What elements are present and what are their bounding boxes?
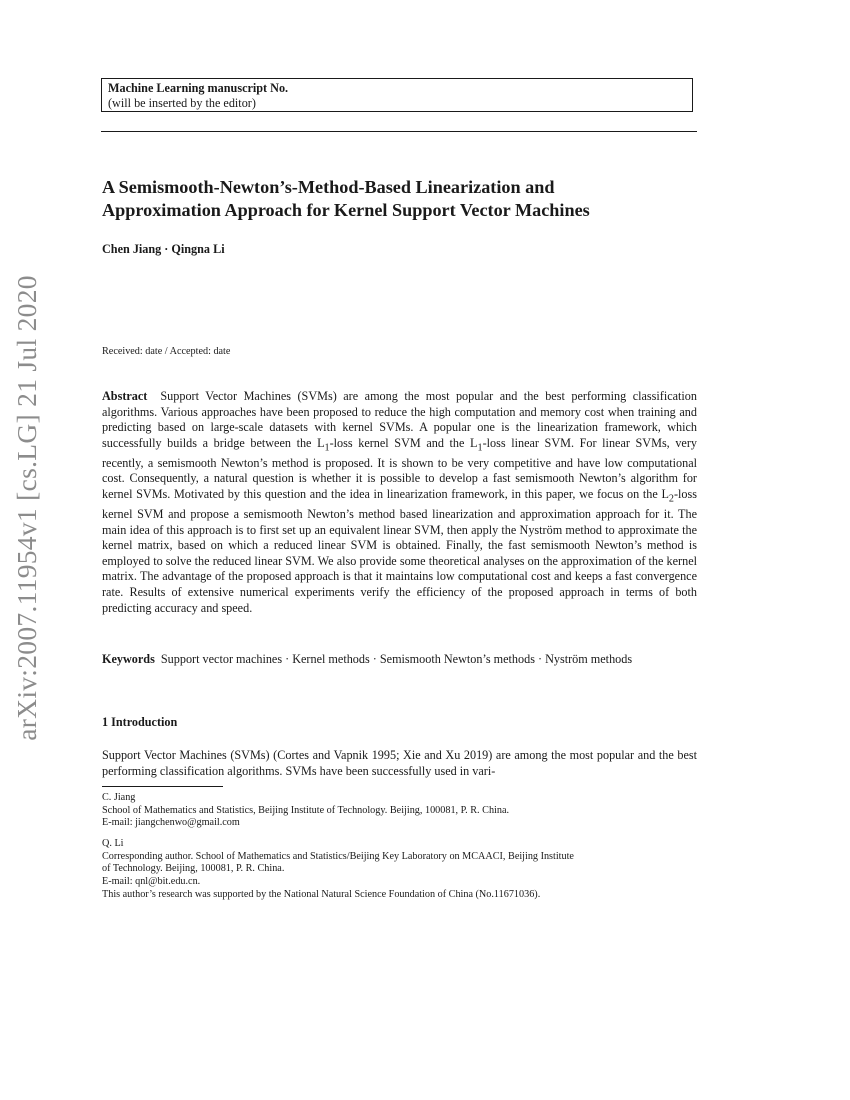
editor-box xyxy=(101,78,693,112)
footnote-email: E-mail: qnl@bit.edu.cn. xyxy=(102,876,201,888)
title-line-1: A Semismooth-Newton’s-Method-Based Linearization and xyxy=(102,177,555,197)
footnote-rule xyxy=(102,786,223,787)
title-line-2: Approximation Approach for Kernel Support Vector Machines xyxy=(102,199,590,220)
footnote-funding: This author’s research was supported by the National Natural Science Foundation of China (No.11671036). xyxy=(102,888,541,900)
footnote-affiliation: Corresponding author. School of Mathematics and Statistics/Beijing Key Laboratory on MCAACI, Beijing Institute xyxy=(102,850,574,862)
author-list: Chen Jiang · Qingna Li xyxy=(102,242,225,256)
abstract-text-2: -loss kernel SVM and the L xyxy=(329,435,478,450)
keywords xyxy=(102,652,697,668)
abstract-label: Abstract xyxy=(102,389,148,403)
footnote-email: E-mail: jiangchenwo@gmail.com xyxy=(102,817,240,829)
manuscript-label: Machine Learning manuscript No. xyxy=(108,81,289,95)
arxiv-sidebar xyxy=(4,0,50,1100)
intro-paragraph: Support Vector Machines (SVMs) (Cortes and Vapnik 1995; Xie and Xu 2019) are among the most popular and the best performing classification algorithms. SVMs have been successfully used in vari- xyxy=(102,748,697,778)
section-heading: 1 Introduction xyxy=(102,715,178,729)
abstract-text-3: -loss linear SVM. For linear SVMs, very recently, a semismooth Newton’s method is proposed. It is shown to be very competitive and have low computational cost. Consequently, a natural question is whether it is possible to develop a fast semismooth Newton’s algorithm for kernel SVMs. Motivated by this question and the idea in linearization framework, in this paper, we focus on the L xyxy=(102,435,697,501)
footnote-name: C. Jiang xyxy=(102,792,136,803)
footnote-affiliation-cont: of Technology. Beijing, 100081, P. R. China. xyxy=(102,863,285,875)
editor-note: (will be inserted by the editor) xyxy=(108,95,256,110)
keywords-text: Support vector machines · Kernel methods · Semismooth Newton’s methods · Nyström methods xyxy=(160,652,633,666)
footnote-affiliation: School of Mathematics and Statistics, Beijing Institute of Technology. Beijing, 100081, P. R. China. xyxy=(102,804,510,816)
received-date: Received: date / Accepted: date xyxy=(102,346,231,357)
abstract-text-4: -loss kernel SVM and propose a semismooth Newton’s method based linearization and approximation approach for it. The main idea of this approach is to first set up an equivalent linear SVM, then apply the Nyström method to approximate the kernel matrix, based on which a reduced linear SVM is obtained. Finally, the fast semismooth Newton’s method is employed to solve the reduced linear SVM. We also provide some theoretical analyses on the approximation of the kernel matrix. The advantage of the proposed approach is that it maintains low computational cost and keeps a fast convergence rate. Results of extensive numerical experiments verify the efficiency of the proposed approach in terms of both predicting accuracy and speed. xyxy=(102,487,697,615)
subscript: 2 xyxy=(668,493,674,505)
keywords-label: Keywords xyxy=(102,652,155,666)
subscript: 1 xyxy=(324,442,330,454)
abstract xyxy=(102,389,697,616)
paper-title xyxy=(102,176,702,221)
footnote-author-1 xyxy=(102,792,702,830)
footnote-name: Q. Li xyxy=(102,838,124,849)
footnote-author-2 xyxy=(102,838,702,902)
header-rule xyxy=(101,131,697,132)
arxiv-identifier: arXiv:2007.11954v1 [cs.LG] 21 Jul 2020 xyxy=(11,275,42,741)
abstract-text-1: Support Vector Machines (SVMs) are among the most popular and the best performing classification algorithms. Various approaches have been proposed to reduce the high computation and memory cost when training and predicting based on large-scale datasets with kernel SVMs. A popular one is the linearization framework, which successfully builds a bridge between the L xyxy=(102,389,697,450)
subscript: 1 xyxy=(477,442,483,454)
